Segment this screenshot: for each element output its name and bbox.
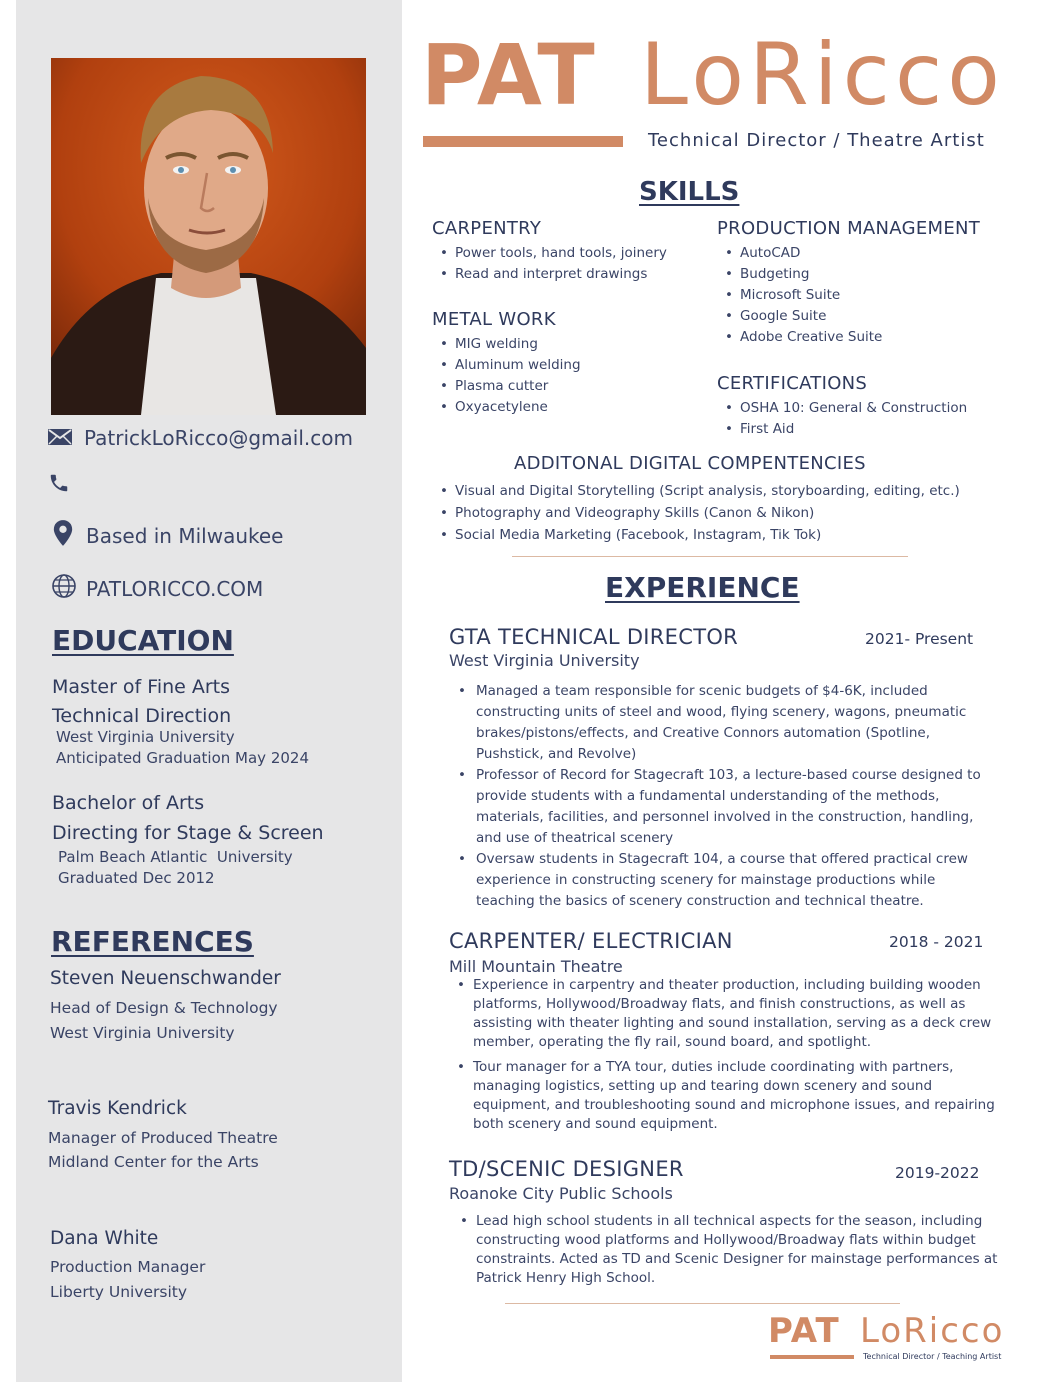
list-item: • AutoCAD bbox=[717, 243, 882, 264]
job-bullets-3 bbox=[452, 1212, 1002, 1294]
email-text: PatrickLoRicco@gmail.com bbox=[84, 426, 353, 450]
experience-heading: EXPERIENCE bbox=[605, 571, 800, 604]
list-item: • Managed a team responsible for scenic budgets of $4-6K, included constructing units of steel and wood, flying scenery, wagons, pneumatic brakes/pistons/effects, and Creative Connors automation (Spotline, Pushstick, and Revolve) bbox=[449, 681, 997, 765]
footer-tagline: Technical Director / Teaching Artist bbox=[863, 1352, 1002, 1361]
metal-work-title: METAL WORK bbox=[432, 309, 556, 330]
education-school-2: Palm Beach Atlantic University bbox=[58, 848, 293, 866]
job-title-3: TD/SCENIC DESIGNER bbox=[449, 1157, 684, 1181]
list-item: • Lead high school students in all technical aspects for the season, including constructing wood platforms and Hollywood/Broadway flats within budget constraints. Acted as TD and Scenic Designer for mainstage performances at Patrick Henry High School. bbox=[452, 1212, 1002, 1288]
contact-website[interactable] bbox=[51, 573, 263, 604]
list-item: • Social Media Marketing (Facebook, Instagram, Tik Tok) bbox=[432, 524, 960, 546]
list-item: • Power tools, hand tools, joinery bbox=[432, 243, 667, 264]
globe-icon bbox=[51, 573, 81, 604]
divider bbox=[512, 556, 908, 557]
location-text: Based in Milwaukee bbox=[86, 523, 284, 548]
carpentry-title: CARPENTRY bbox=[432, 218, 542, 239]
list-item: • Read and interpret drawings bbox=[432, 264, 667, 285]
list-item: • Oxyacetylene bbox=[432, 397, 581, 418]
certifications-title: CERTIFICATIONS bbox=[717, 373, 868, 394]
header-last-name: LoRicco bbox=[640, 25, 1005, 125]
list-item: • Aluminum welding bbox=[432, 355, 581, 376]
reference-name-3: Dana White bbox=[50, 1228, 159, 1249]
job-org-1: West Virginia University bbox=[449, 651, 640, 670]
certifications-list bbox=[717, 398, 967, 440]
header-accent-bar bbox=[423, 136, 623, 147]
production-list bbox=[717, 243, 882, 348]
job-bullets-2 bbox=[449, 976, 999, 1140]
contact-email[interactable] bbox=[48, 426, 353, 450]
education-degree-1: Master of Fine Arts bbox=[52, 676, 231, 698]
education-field-2: Directing for Stage & Screen bbox=[52, 822, 324, 844]
reference-org-3: Liberty University bbox=[50, 1283, 188, 1301]
metal-work-list bbox=[432, 334, 581, 418]
map-pin-icon bbox=[52, 520, 82, 551]
reference-title-1: Head of Design & Technology bbox=[50, 999, 278, 1017]
list-item: • Tour manager for a TYA tour, duties include coordinating with partners, managing logistics, setting up and tearing down scenery and sound equipment, and troubleshooting sound and microphone issues, and repairing both scenery and sound equipment. bbox=[449, 1058, 999, 1134]
job-dates-2: 2018 - 2021 bbox=[889, 933, 984, 951]
contact-phone[interactable] bbox=[48, 472, 78, 499]
reference-name-1: Steven Neuenschwander bbox=[50, 968, 281, 989]
headshot-photo bbox=[51, 58, 366, 415]
job-dates-1: 2021- Present bbox=[865, 630, 974, 648]
list-item: • Adobe Creative Suite bbox=[717, 327, 882, 348]
digital-list bbox=[432, 480, 960, 546]
list-item: • Experience in carpentry and theater production, including building wooden platforms, Hollywood/Broadway flats, and finish constructions, as well as assisting with theater lighting and sound installation, serving as a deck crew member, operating the fly rail, sound board, and spotlight. bbox=[449, 976, 999, 1052]
job-title-2: CARPENTER/ ELECTRICIAN bbox=[449, 929, 733, 953]
job-dates-3: 2019-2022 bbox=[895, 1164, 980, 1182]
references-heading: REFERENCES bbox=[51, 925, 254, 958]
education-note-1: Anticipated Graduation May 2024 bbox=[56, 749, 310, 767]
skills-heading: SKILLS bbox=[639, 177, 740, 207]
header-tagline: Technical Director / Theatre Artist bbox=[648, 130, 985, 151]
job-title-1: GTA TECHNICAL DIRECTOR bbox=[449, 625, 739, 649]
job-bullets-1 bbox=[449, 681, 997, 912]
reference-org-1: West Virginia University bbox=[50, 1024, 235, 1042]
envelope-icon bbox=[48, 426, 78, 450]
job-org-3: Roanoke City Public Schools bbox=[449, 1184, 673, 1203]
phone-icon bbox=[48, 472, 78, 499]
education-school-1: West Virginia University bbox=[56, 728, 235, 746]
reference-title-3: Production Manager bbox=[50, 1258, 206, 1276]
list-item: • OSHA 10: General & Construction bbox=[717, 398, 967, 419]
footer-accent-bar bbox=[770, 1355, 854, 1359]
reference-name-2: Travis Kendrick bbox=[48, 1098, 187, 1119]
carpentry-list bbox=[432, 243, 667, 285]
website-text: PATLORICCO.COM bbox=[86, 576, 264, 601]
divider bbox=[505, 1303, 900, 1304]
header-first-name: PAT bbox=[421, 26, 597, 124]
list-item: • Photography and Videography Skills (Canon & Nikon) bbox=[432, 502, 960, 524]
reference-org-2: Midland Center for the Arts bbox=[48, 1153, 259, 1171]
education-heading: EDUCATION bbox=[52, 624, 234, 657]
list-item: • Professor of Record for Stagecraft 103, a lecture-based course designed to provide students with a fundamental understanding of the methods, materials, facilities, and personnel involved in the construction, handling, and use of theatrical scenery bbox=[449, 765, 997, 849]
list-item: • Plasma cutter bbox=[432, 376, 581, 397]
footer-last-name: LoRicco bbox=[860, 1311, 1005, 1351]
contact-location bbox=[52, 520, 283, 551]
job-org-2: Mill Mountain Theatre bbox=[449, 957, 623, 976]
list-item: • MIG welding bbox=[432, 334, 581, 355]
education-field-1: Technical Direction bbox=[52, 705, 232, 727]
list-item: • Visual and Digital Storytelling (Script analysis, storyboarding, editing, etc.) bbox=[432, 480, 960, 502]
list-item: • Budgeting bbox=[717, 264, 882, 285]
education-note-2: Graduated Dec 2012 bbox=[58, 869, 215, 887]
list-item: • Oversaw students in Stagecraft 104, a course that offered practical crew experience in constructing scenery for mainstage productions while teaching the basics of scenery construction and technical theatre. bbox=[449, 849, 997, 912]
list-item: • Microsoft Suite bbox=[717, 285, 882, 306]
list-item: • First Aid bbox=[717, 419, 967, 440]
footer-first-name: PAT bbox=[768, 1311, 840, 1351]
digital-title: ADDITONAL DIGITAL COMPENTENCIES bbox=[514, 453, 866, 474]
reference-title-2: Manager of Produced Theatre bbox=[48, 1129, 278, 1147]
production-title: PRODUCTION MANAGEMENT bbox=[717, 218, 981, 239]
education-degree-2: Bachelor of Arts bbox=[52, 792, 205, 814]
list-item: • Google Suite bbox=[717, 306, 882, 327]
